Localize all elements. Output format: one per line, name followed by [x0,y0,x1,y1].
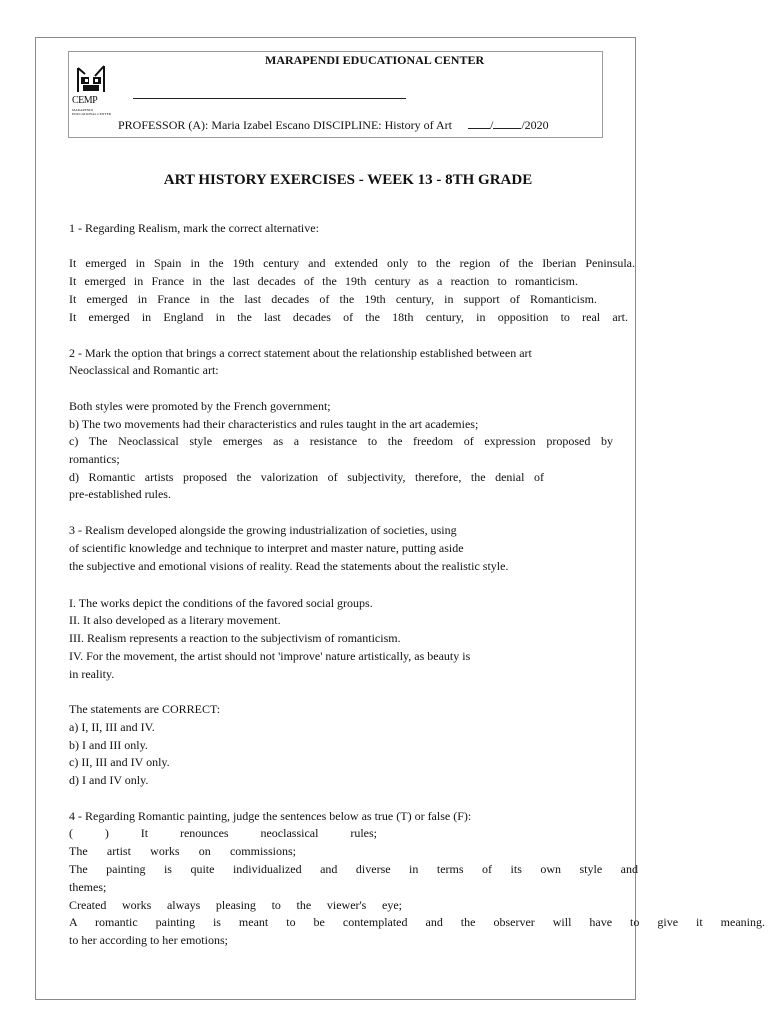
q2-option-a: Both styles were promoted by the French government; [69,399,331,413]
q2-option-d: d) Romantic artists proposed the valorization of subjectivity, therefore, the denial of [69,470,544,484]
q3-statement-4: IV. For the movement, the artist should not 'improve' nature artistically, as beauty is [69,649,471,663]
professor-line [118,118,549,133]
student-name-blank [133,98,406,99]
date-day-blank [468,118,490,129]
q4-sentence-5-cont: to her according to her emotions; [69,933,228,947]
q3-prompt-line3: the subjective and emotional visions of reality. Read the statements about the realistic style. [69,559,509,573]
date-separator: / [489,118,494,132]
q4-sentence-1: ( ) It renounces neoclassical rules; [69,826,377,840]
school-name: MARAPENDI EDUCATIONAL CENTER [265,53,485,67]
q1-option-4: It emerged in England in the last decades of the 18th century, in opposition to real art. [69,310,628,324]
q2-option-d-cont: pre-established rules. [69,487,171,501]
q3-statement-3: III. Realism represents a reaction to the subjectivism of romanticism. [69,631,401,645]
q2-prompt-line2: Neoclassical and Romantic art: [69,363,219,377]
q3-statement-4-cont: in reality. [69,667,115,681]
logo-mark-icon [75,64,107,94]
q3-option-d: d) I and IV only. [69,773,149,787]
school-logo [72,64,114,124]
q4-sentence-3-cont: themes; [69,880,107,894]
q2-prompt-line1: 2 - Mark the option that brings a correct statement about the relationship established between art [69,346,532,360]
q3-option-a: a) I, II, III and IV. [69,720,155,734]
q1-option-3: It emerged in France in the last decades of the 19th century, in support of Romanticism. [69,292,597,306]
page-title: ART HISTORY EXERCISES - WEEK 13 - 8TH GRADE [163,172,533,188]
q4-sentence-2: The artist works on commissions; [69,844,296,858]
q1-option-1: It emerged in Spain in the 19th century and extended only to the region of the Iberian Peninsula. [69,256,635,270]
date-month-blank [493,118,521,129]
q3-option-b: b) I and III only. [69,738,148,752]
date-year: /2020 [521,118,549,132]
q4-prompt: 4 - Regarding Romantic painting, judge the sentences below as true (T) or false (F): [69,809,472,823]
q2-option-c-cont: romantics; [69,452,120,466]
q1-option-2: It emerged in France in the last decades of the 19th century as a reaction to romanticism. [69,274,578,288]
q2-option-b: b) The two movements had their characteristics and rules taught in the art academies; [69,417,479,431]
professor-discipline-text: PROFESSOR (A): Maria Izabel Escano DISCIPLINE: History of Art [118,118,452,132]
q3-option-c: c) II, III and IV only. [69,755,170,769]
q4-sentence-5: A romantic painting is meant to be contemplated and the observer will have to give it meaning. [69,915,765,929]
q3-prompt-line2: of scientific knowledge and technique to interpret and master nature, putting aside [69,541,464,555]
logo-small-text: MARAPENDI EDUCATIONAL CENTER [72,108,112,116]
q1-prompt: 1 - Regarding Realism, mark the correct alternative: [69,221,319,235]
q3-statement-2: II. It also developed as a literary movement. [69,613,281,627]
q3-statement-1: I. The works depict the conditions of the favored social groups. [69,596,373,610]
q4-sentence-3: The painting is quite individualized and diverse in terms of its own style and [69,862,638,876]
q3-correct-label: The statements are CORRECT: [69,702,221,716]
q2-option-c: c) The Neoclassical style emerges as a resistance to the freedom of expression proposed by [69,434,613,448]
q4-sentence-4: Created works always pleasing to the viewer's eye; [69,898,402,912]
logo-text: CEMP [72,95,98,106]
q3-prompt-line1: 3 - Realism developed alongside the growing industrialization of societies, using [69,523,457,537]
